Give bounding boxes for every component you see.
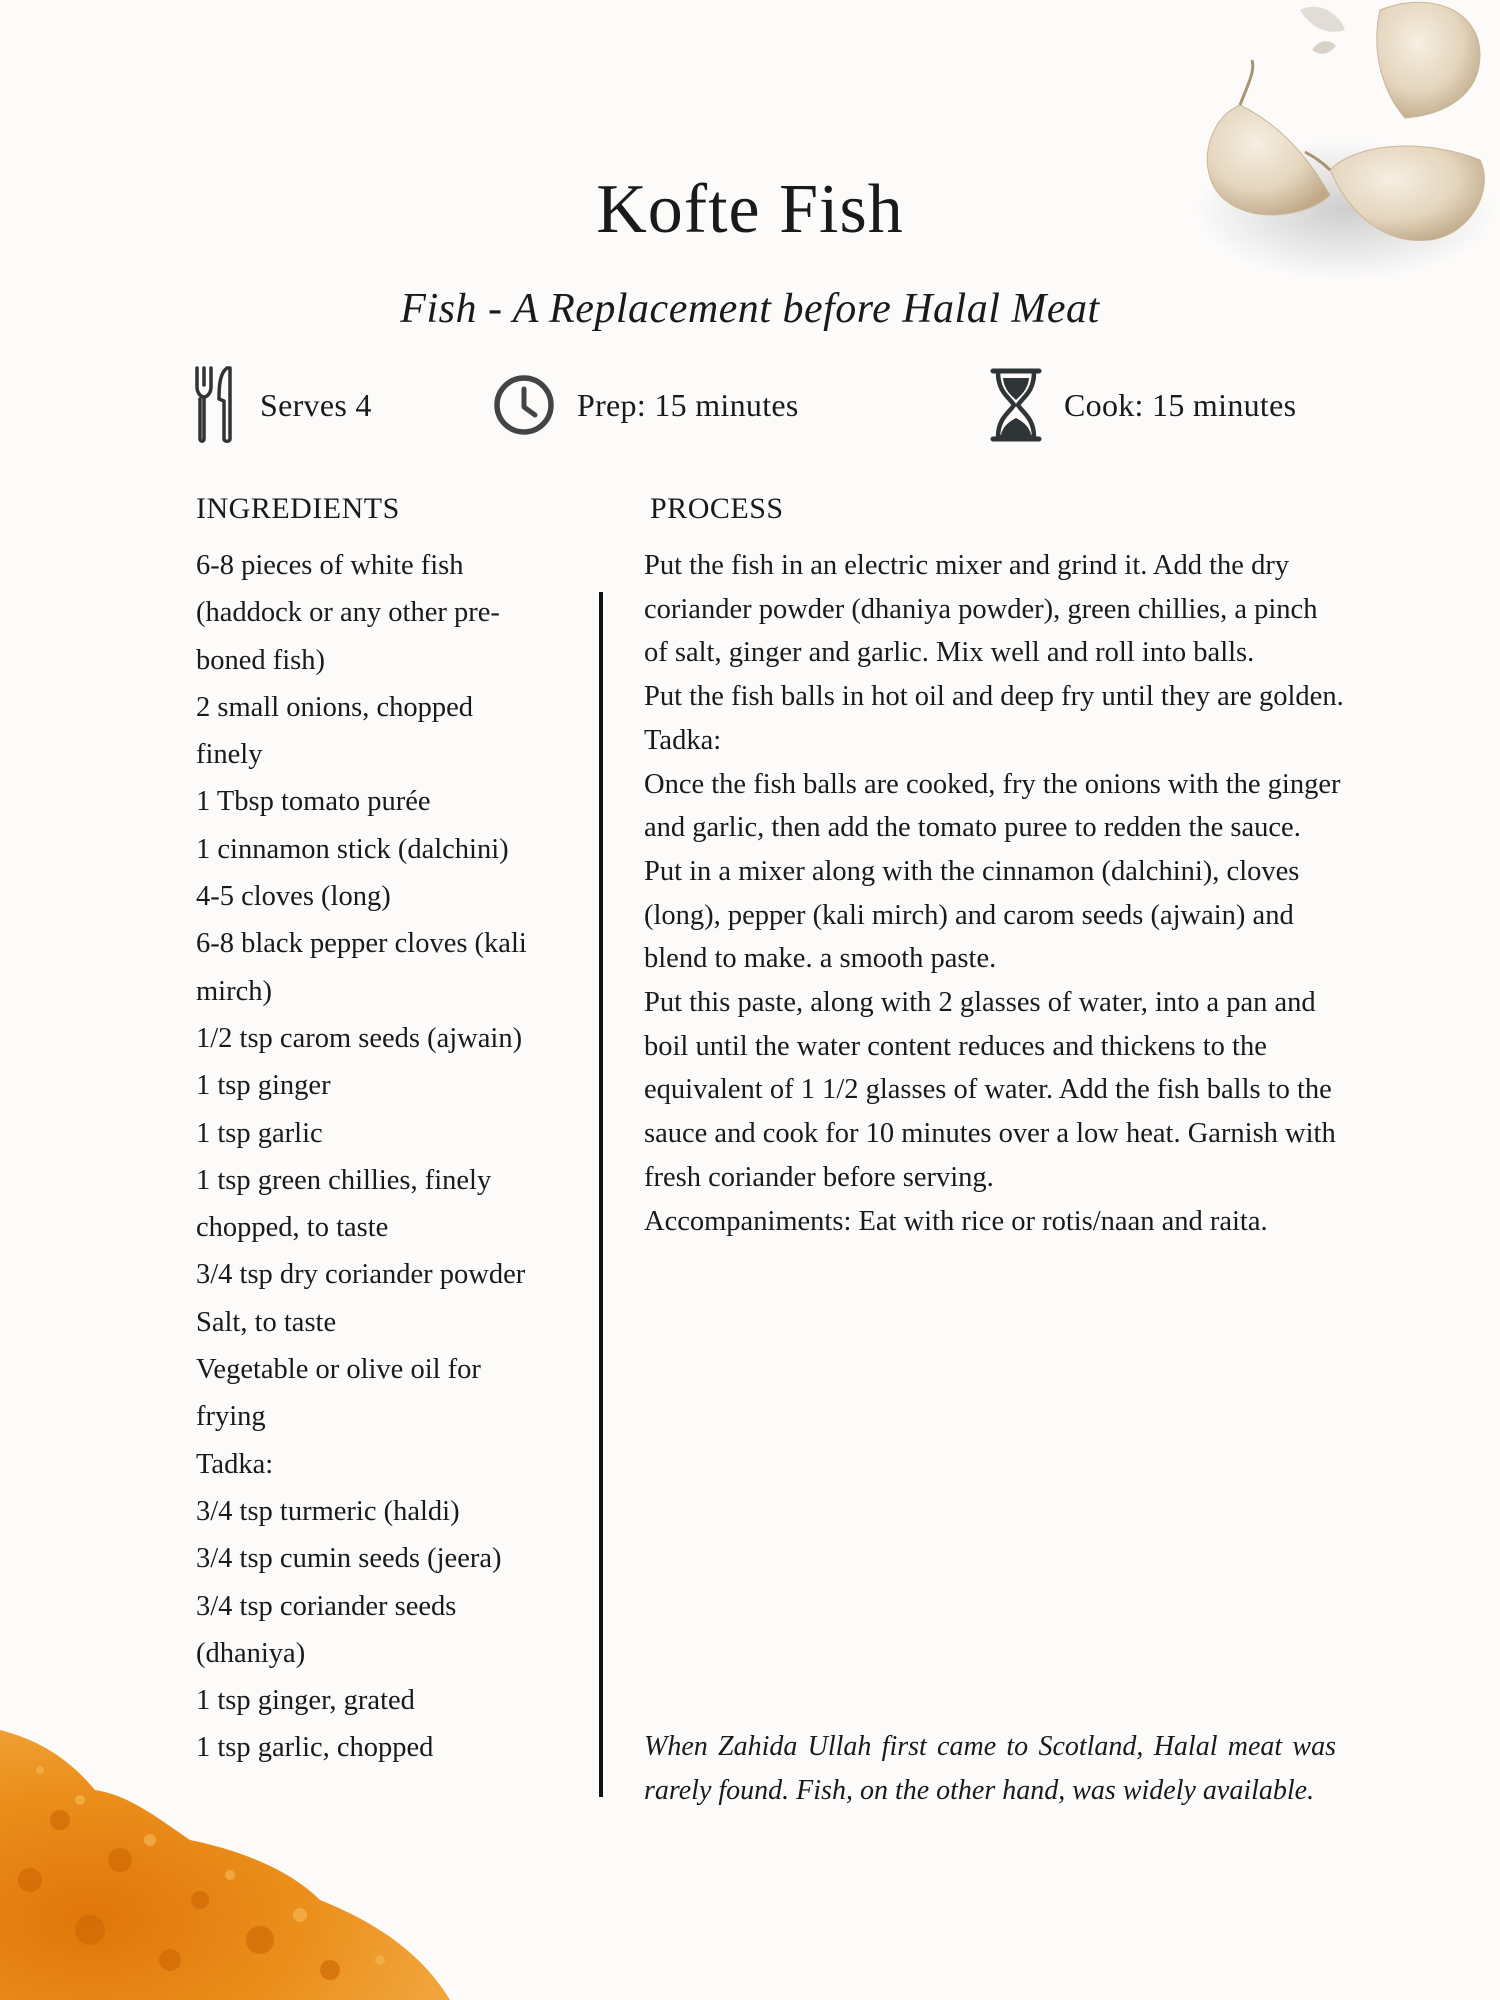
- recipe-title: Kofte Fish: [596, 171, 904, 248]
- prep-label: Prep: 15 minutes: [577, 386, 799, 423]
- process-heading: PROCESS: [650, 492, 784, 525]
- process-paragraph: Once the fish balls are cooked, fry the onions with the ginger and garlic, then add the tomato puree to redden the sauce. Put in a mixer along with the cinnamon (dalchini), cloves (long), pepper (kali mirch) and carom seeds (ajwain) and blend to make. a smooth paste.: [644, 768, 1341, 975]
- process-paragraph: Put the fish in an electric mixer and grind it. Add the dry coriander powder (dhaniya powder), green chillies, a pinch of salt, ginger and garlic. Mix well and roll into balls.: [644, 550, 1318, 669]
- process-paragraph: Put this paste, along with 2 glasses of water, into a pan and boil until the water content reduces and thickens to the equivalent of 1 1/2 glasses of water. Add the fish balls to the sauce and cook for 10 minutes over a low heat. Garnish with fresh coriander before serving.: [644, 987, 1336, 1193]
- recipe-subtitle: Fish - A Replacement before Halal Meat: [400, 286, 1100, 332]
- ingredient-item: Salt, to taste: [196, 1306, 337, 1338]
- column-divider: [599, 592, 603, 1797]
- ingredient-item: 6-8 pieces of white fish (haddock or any other pre- boned fish): [196, 550, 500, 676]
- serves-label: Serves 4: [260, 386, 372, 423]
- serves-info: [192, 365, 372, 445]
- ingredient-item: 1 tsp green chillies, finely chopped, to taste: [196, 1164, 492, 1244]
- fork-knife-icon: [192, 365, 238, 445]
- cook-info: [990, 365, 1296, 445]
- hourglass-icon: [990, 368, 1042, 442]
- process-paragraph: Accompaniments: Eat with rice or rotis/naan and raita.: [644, 1205, 1268, 1237]
- process-paragraph: Put the fish balls in hot oil and deep fry until they are golden.: [644, 681, 1344, 713]
- process-steps: [644, 544, 1344, 1243]
- ingredients-heading: INGREDIENTS: [196, 492, 400, 525]
- ingredient-item: 3/4 tsp dry coriander powder: [196, 1259, 526, 1291]
- ingredient-item: 3/4 tsp turmeric (haldi): [196, 1495, 460, 1527]
- ingredient-item: 1 tsp ginger: [196, 1070, 331, 1102]
- ingredient-item: 1/2 tsp carom seeds (ajwain): [196, 1022, 523, 1054]
- ingredient-item: 1 tsp garlic: [196, 1117, 323, 1149]
- garlic-illustration: [1180, 0, 1500, 320]
- clock-icon: [493, 374, 555, 436]
- ingredient-item: 3/4 tsp cumin seeds (jeera): [196, 1543, 502, 1575]
- process-paragraph: Tadka:: [644, 724, 722, 756]
- ingredient-item: 1 Tbsp tomato purée: [196, 786, 431, 818]
- ingredient-item: 1 tsp garlic, chopped: [196, 1732, 434, 1764]
- prep-info: [493, 365, 799, 445]
- ingredient-item: Vegetable or olive oil for frying: [196, 1354, 481, 1433]
- ingredients-list: [196, 542, 596, 1772]
- history-note: When Zahida Ullah first came to Scotland, Halal meat was rarely found. Fish, on the other hand, was widely available.: [644, 1731, 1336, 1806]
- cook-label: Cook: 15 minutes: [1064, 386, 1297, 423]
- ingredient-item: Tadka:: [196, 1448, 274, 1480]
- ingredient-item: 6-8 black pepper cloves (kali mirch): [196, 928, 527, 1007]
- ingredient-item: 1 cinnamon stick (dalchini): [196, 833, 509, 865]
- ingredient-item: 4-5 cloves (long): [196, 881, 391, 913]
- ingredient-item: 3/4 tsp coriander seeds (dhaniya): [196, 1590, 457, 1669]
- ingredient-item: 1 tsp ginger, grated: [196, 1685, 415, 1717]
- ingredient-item: 2 small onions, chopped finely: [196, 691, 474, 771]
